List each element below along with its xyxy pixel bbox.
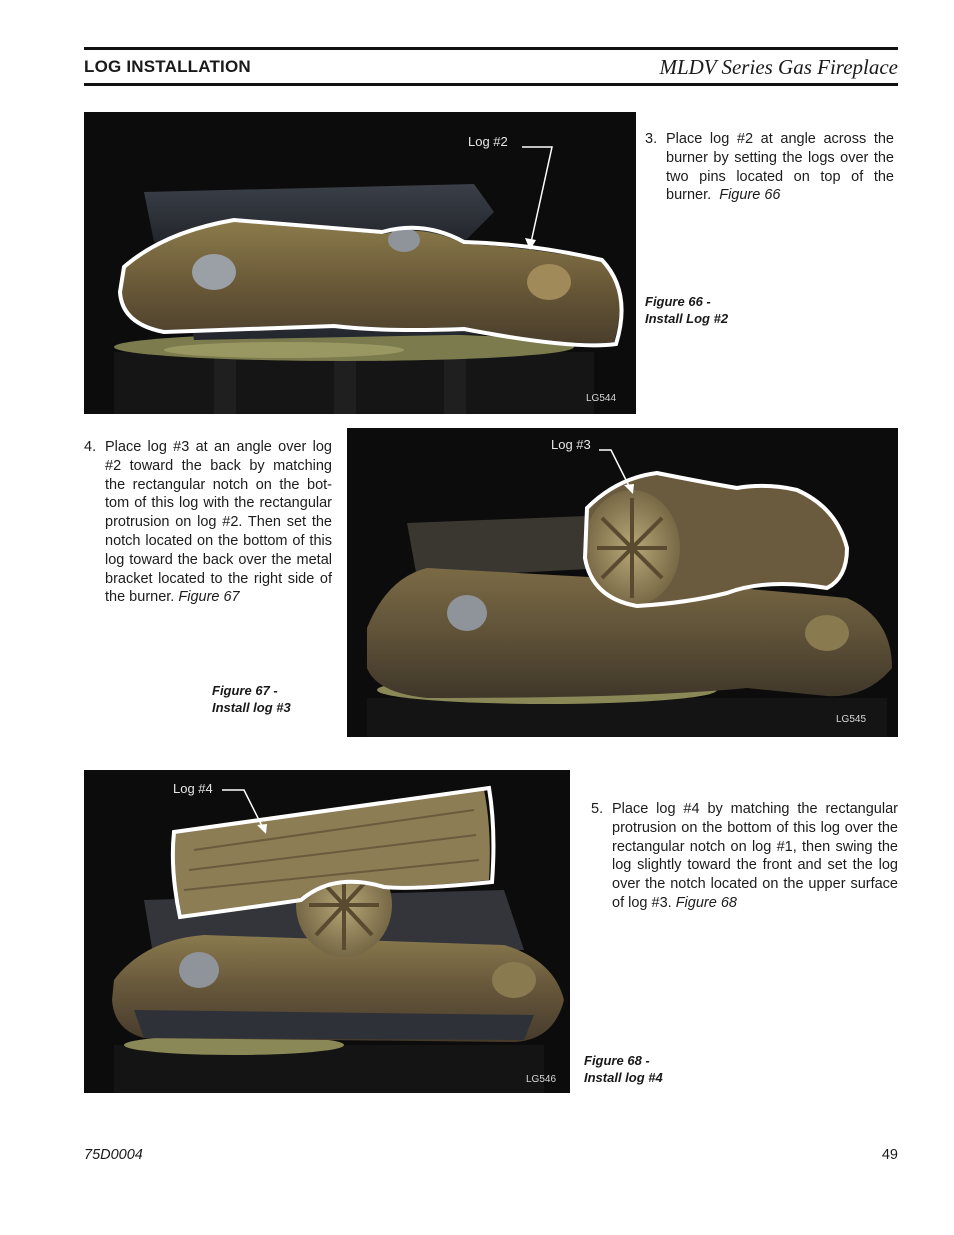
step-5-number: 5.: [591, 801, 604, 817]
step-5-text: Place log #4 by matching the rectangular protrusion on the bottom of this log over the rectangular notch on log #1, then swing the log slightly toward the front and set the log over the notch located on the upper surface of log #3.: [612, 801, 898, 911]
step-4-number: 4.: [84, 439, 97, 455]
figure-66-caption: [645, 294, 728, 327]
figure-66-photo-code: LG544: [586, 393, 617, 404]
step-3-number: 3.: [645, 131, 658, 147]
figure-68-caption: [584, 1053, 663, 1086]
figure-67-photo: [347, 428, 898, 737]
header-bottom-rule: [84, 83, 898, 86]
figure-67-caption-line1: Figure 67 -: [212, 683, 278, 698]
figure-68-photo: [84, 770, 570, 1093]
series-title: MLDV Series Gas Fireplace: [659, 55, 898, 79]
header-top-rule: [84, 47, 898, 50]
step-3-text: Place log #2 at angle across the burner by setting the logs over the two pins located on top of the burner.: [666, 131, 894, 204]
figure-68-callout: Log #4: [173, 781, 213, 796]
step-3-figref: Figure 66: [719, 187, 781, 204]
figure-68-caption-line1: Figure 68 -: [584, 1053, 650, 1068]
figure-67-caption: [212, 683, 291, 716]
figure-68-photo-code: LG546: [526, 1074, 557, 1085]
figure-66-caption-line2: Install Log #2: [645, 310, 729, 326]
figure-68-caption-line2: Install log #4: [584, 1069, 663, 1085]
figure-66-photo: [84, 112, 636, 414]
figure-67-caption-line2: Install log #3: [212, 699, 291, 715]
step-3: [645, 130, 894, 205]
step-4-figref: Figure 67: [178, 589, 240, 606]
step-5-figref: Figure 68: [675, 894, 737, 911]
figure-67-photo-code: LG545: [836, 714, 867, 725]
section-title: LOG INSTALLATION: [84, 57, 251, 76]
page-number: 49: [881, 1147, 898, 1163]
figure-66-callout: Log #2: [468, 134, 508, 149]
figure-67-callout: Log #3: [551, 437, 591, 452]
document-code: 75D0004: [84, 1147, 143, 1163]
step-5: [591, 800, 898, 913]
step-4-text: Place log #3 at an angle over log #2 toward the back by matching the rectangular notch on the bot-tom of this log with the rectangular protrusion on log #2. Then set the notch located on the bottom of this log toward the back over the metal bracket located to the right side of the burner.: [105, 439, 332, 606]
step-4: [84, 438, 332, 607]
figure-66-caption-line1: Figure 66 -: [645, 294, 711, 309]
